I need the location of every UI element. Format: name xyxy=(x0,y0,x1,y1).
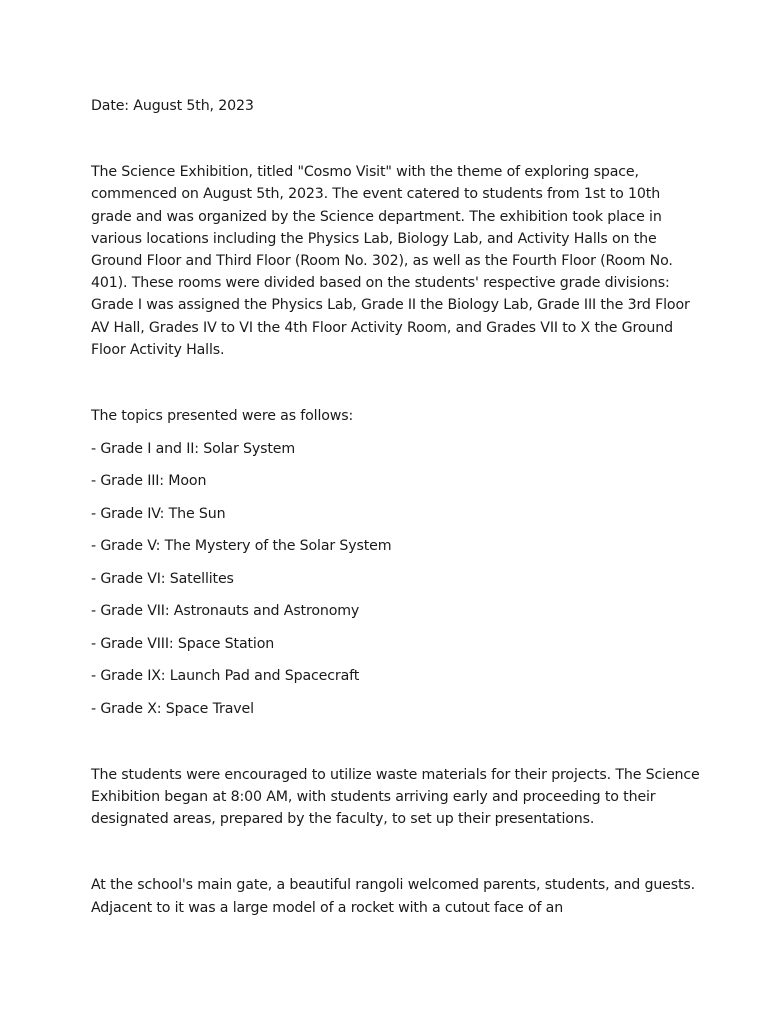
document-page xyxy=(91,95,701,919)
topic-item: - Grade VII: Astronauts and Astronomy xyxy=(91,603,360,620)
topic-item: - Grade VIII: Space Station xyxy=(91,635,275,652)
materials-paragraph: The students were encouraged to utilize waste materials for their projects. The Science Exhibition began at 8:00 AM, with students arriving early and proceeding to their designated areas, prepared by the faculty, to set up their presentations. xyxy=(91,766,700,828)
topic-item: - Grade III: Moon xyxy=(91,473,207,490)
topic-item: - Grade VI: Satellites xyxy=(91,570,234,587)
intro-paragraph: The Science Exhibition, titled "Cosmo Visit" with the theme of exploring space, commenced on August 5th, 2023. The event catered to students from 1st to 10th grade and was organized by the Science department. The exhibition took place in various locations including the Physics Lab, Biology Lab, and Activity Halls on the Ground Floor and Third Floor (Room No. 302), as well as the Fourth Floor (Room No. 401). These rooms were divided based on the students' respective grade divisions: Grade I was assigned the Physics Lab, Grade II the Biology Lab, Grade III the 3rd Floor AV Hall, Grades IV to VI the 4th Floor Activity Room, and Grades VII to X the Ground Floor Activity Halls. xyxy=(91,164,690,358)
date-line: Date: August 5th, 2023 xyxy=(91,98,254,114)
topic-item: - Grade I and II: Solar System xyxy=(91,440,296,457)
topic-item: - Grade IX: Launch Pad and Spacecraft xyxy=(91,668,360,685)
main-gate-paragraph: At the school's main gate, a beautiful rangoli welcomed parents, students, and guests. Adjacent to it was a large model of a rocket with a cutout face of an xyxy=(91,877,696,916)
topic-item: - Grade X: Space Travel xyxy=(91,700,254,717)
topic-item: - Grade V: The Mystery of the Solar System xyxy=(91,538,392,555)
topic-item: - Grade IV: The Sun xyxy=(91,505,226,522)
topic-list xyxy=(91,438,701,720)
topics-intro: The topics presented were as follows: xyxy=(91,408,354,425)
